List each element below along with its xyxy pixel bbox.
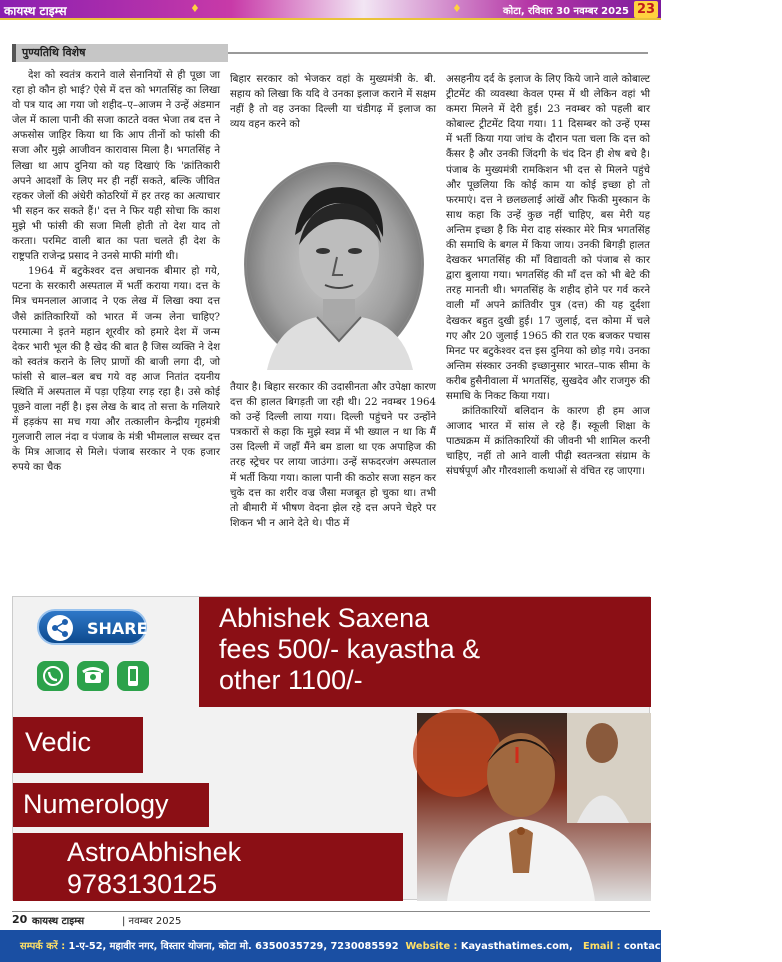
footer-month: | नवम्बर 2025: [122, 916, 182, 927]
website-link[interactable]: Kayasthatimes.com,: [460, 941, 573, 952]
article-paragraph: क्रांतिकारियों बलिदान के कारण ही हम आज आजाद भारत में सांस ले रहे हैं। स्कूली शिक्षा के पाठ्यक्रम में क्रांतिकारियों की जीवनी भी शामिल करनी चाहिए, नहीं तो आने वाली पीढ़ी स्वतन्त्रता संग्राम के संघर्षपूर्ण और गौरवशाली कथाओं से वंचित रह जाएगा।: [446, 406, 650, 478]
footer-brand: कायस्थ टाइम्स: [32, 916, 85, 927]
mobile-phone-icon[interactable]: [117, 661, 149, 691]
article-paragraph: तैयार है। बिहार सरकार की उदासीनता और उपेक्षा कारण दत्त की हालत बिगड़ती जा रही थी। 22 नवम्बर 1964 को उन्हें दिल्ली लाया गया। दिल्ली पहुंचने पर उन्होंने पत्रकारों से कहा कि मुझे स्वप्न में भी ख्याल न था कि मैं उस दिल्ली में जहाँ मैंने बम डाला था एक अपाहिज की तरह स्ट्रेचर पर लाया जाउंगा। उन्हें सफदरजंग अस्पताल में भर्ती किया गया। काला पानी की कठोर सजा सहन कर चुके दत्त का शरीर वज्र जैसा मजबूत हो चुका था। तभी तो बीमारी में भीषण वेदना झेल रहे दत्त अपने चेहरे पर शिकन भी न आने देते थे। पीठ में: [230, 382, 436, 529]
header-page-number: 23: [634, 1, 658, 18]
ad-name-text: [219, 603, 480, 696]
contact-bar: [0, 930, 782, 962]
portrait-figure: [247, 165, 427, 370]
page-header: [0, 0, 661, 20]
article-paragraph: असहनीय दर्द के इलाज के लिए किये जाने वाले कोबाल्ट ट्रीटमेंट की व्यवस्था केवल एम्स में थी लेकिन वहां भी कमरा मिलने में देरी हुई। 23 नवम्बर को पहली बार कोबाल्ट ट्रीटमेंट दिया गया। 11 दिसम्बर को उन्हें एम्स में भर्ती किया गया जांच के दौरान पता चला कि दत्त को कैंसर है और उनकी जिंदगी के चंद दिन ही शेष बचे है। पंजाब के मुख्यमंत्री रामकिशन भी दत्त से मिलने पहुंचे और पूछलिया कि कोई काम या कोई इच्छा हो तो फरमाएं। दत्त ने छलछलाई आंखें और फिकी मुस्कान के साथ कहा कि उन्हें कुछ नहीं चाहिए, बस मेरी यह अन्तिम इच्छा है कि मेरा दाह संस्कार मेरे मित्र भगतसिंह की समाधि के बगल में किया जाय। उनकी बिगड़ी हालत देखकर भगतसिंह की माँ विद्यावती को पंजाब से कार द्वारा बुलाया गया। भगतसिंह की माँ दत्त को भी बेटे की तरह मानती थी। भगतसिंह के शहीद होने पर गर्व करने वाली माँ अपने क्रांतिवीर पुत्र (दत्त) की यह दुर्दशा देखकर बहुत दुखी हुई। 17 जुलाई, दत्त कोमा में चले गए और 20 जुलाई 1965 की रात एक बजकर पचास मिनट पर बटुकेश्वर दत्त इस दुनिया को छोड़ गये। उनका अन्तिम संस्कार उनकी इच्छानुसार भारत–पाक सीमा के करीब हुसैनीवाला में भगतसिंह, सुखदेव और राजगुरु की समाधि के निकट किया गया।: [446, 74, 650, 402]
advertisement: [12, 596, 650, 900]
share-button[interactable]: [37, 609, 147, 645]
portrait-oval: [244, 162, 424, 367]
email-link[interactable]: contact@kayasthatimes.com: [624, 941, 782, 952]
telephone-icon[interactable]: [77, 661, 109, 691]
ad-phone-number: 9783130125: [67, 869, 218, 899]
section-title-text: पुण्यतिथि विशेष: [22, 46, 86, 59]
article-column-2-top: [230, 72, 436, 160]
header-brand: कायस्थ टाइम्स: [4, 4, 67, 18]
astrologer-photo: [417, 713, 651, 901]
share-icon: [47, 615, 73, 641]
contact-label: सम्पर्क करें :: [20, 941, 66, 952]
ad-fees-line: fees 500/- kayastha &: [219, 634, 481, 664]
lamp-icon: ♦: [452, 2, 462, 15]
article-paragraph: बिहार सरकार को भेजकर वहां के मुख्यमंत्री के. बी. सहाय को लिखा कि यदि वे उनका इलाज कराने में सक्षम नहीं है तो वह उनका दिल्ली या चंडीगढ़ में इलाज का व्यय वहन करने को: [230, 74, 436, 131]
header-dateline: कोटा, रविवार 30 नवम्बर 2025: [502, 6, 629, 17]
contact-address: 1-ए-52, महावीर नगर, विस्तार योजना, कोटा मो. 6350035729, 7230085592: [68, 941, 399, 952]
email-label: Email :: [583, 941, 621, 952]
website-label: Website :: [405, 941, 458, 952]
contact-text: [20, 939, 782, 952]
article-column-2-bottom: [230, 380, 436, 590]
footer-page-number: 20: [12, 913, 28, 926]
article-column-1: [12, 68, 220, 590]
portrait-photo: [234, 162, 434, 372]
page-footer: [12, 911, 650, 925]
article-column-3: [446, 72, 650, 590]
title-rule: [228, 52, 648, 54]
ad-numerology-label: Numerology: [23, 789, 169, 819]
article-paragraph: देश को स्वतंत्र कराने वाले सेनानियों से ही पूछा जा रहा हो कौन हो भाई? ऐसे में दत्त को भगतसिंह का लिखा वो पत्र याद आ गया जो शहीद–ए–आजम ने उन्हें अंडमान जेल में काला पानी की सजा काटते वक्त भेजा तब दत्त ने अफसोस जाहिर किया था कि आप तीनों को फांसी की सजा और मुझे आजीवन कारावास मिला है। भगतसिंह ने लिखा था आप दुनिया को यह दिखाएं कि 'क्रांतिकारी अपने आदर्शों के लिए मर ही नहीं सकते, बल्कि जीवित रहकर जेलों की अंधेरी कोठरियों में हर तरह का अत्याचार भी सहन कर सकते हैं।' दत्त ने फिर यही सोचा कि काश मुझे भी फांसी की सजा मिली होती तो देश याद तो करता। परमिट वाली बात का पता चलते ही देश के राष्ट्रपति राजेन्द्र प्रसाद ने उनसे माफी मांगी थी।: [12, 70, 220, 263]
whatsapp-icon[interactable]: [37, 661, 69, 691]
lamp-icon: ♦: [190, 2, 200, 15]
ad-vedic-label: Vedic: [25, 727, 92, 757]
ad-handle: AstroAbhishek: [67, 837, 242, 867]
share-label: SHARE: [87, 619, 148, 638]
article-paragraph: 1964 में बटुकेश्वर दत्त अचानक बीमार हो गये, पटना के सरकारी अस्पताल में भर्ती कराया गया। दत्त के मित्र चमनलाल आजाद ने एक लेख में लिखा क्या दत्त जैसे क्रांतिकारियों को भारत में जन्म लेना चाहिए? परमात्मा ने इतने महान शूरवीर को हमारे देश में जन्म देकर भारी भूल की है खेद की बात है जिस व्यक्ति ने देश को स्वतंत्र कराने के लिए प्राणों की बाजी लगा दी, जो फांसी से बाल–बल बच गये वह आज नितांत दयनीय स्थिति में अस्पताल में पड़ा एड़िया रगड़ रहा है। उसे कोई पूछने वाला नहीं है। इस लेख के बाद तो सत्ता के गलियारे में हड़कंप सा मच गया और तत्कालीन केन्द्रीय गृहमंत्री गुलजारी लाल नंदा व पंजाब के मंत्री भीमलाल सच्चर दत्त के मित्र आजाद से मिले। पंजाब सरकार ने एक हजार रुपये का चैक: [12, 266, 220, 474]
ad-fees-line: other 1100/-: [219, 665, 363, 695]
section-title: [12, 44, 228, 62]
ad-name-line: Abhishek Saxena: [219, 603, 430, 633]
